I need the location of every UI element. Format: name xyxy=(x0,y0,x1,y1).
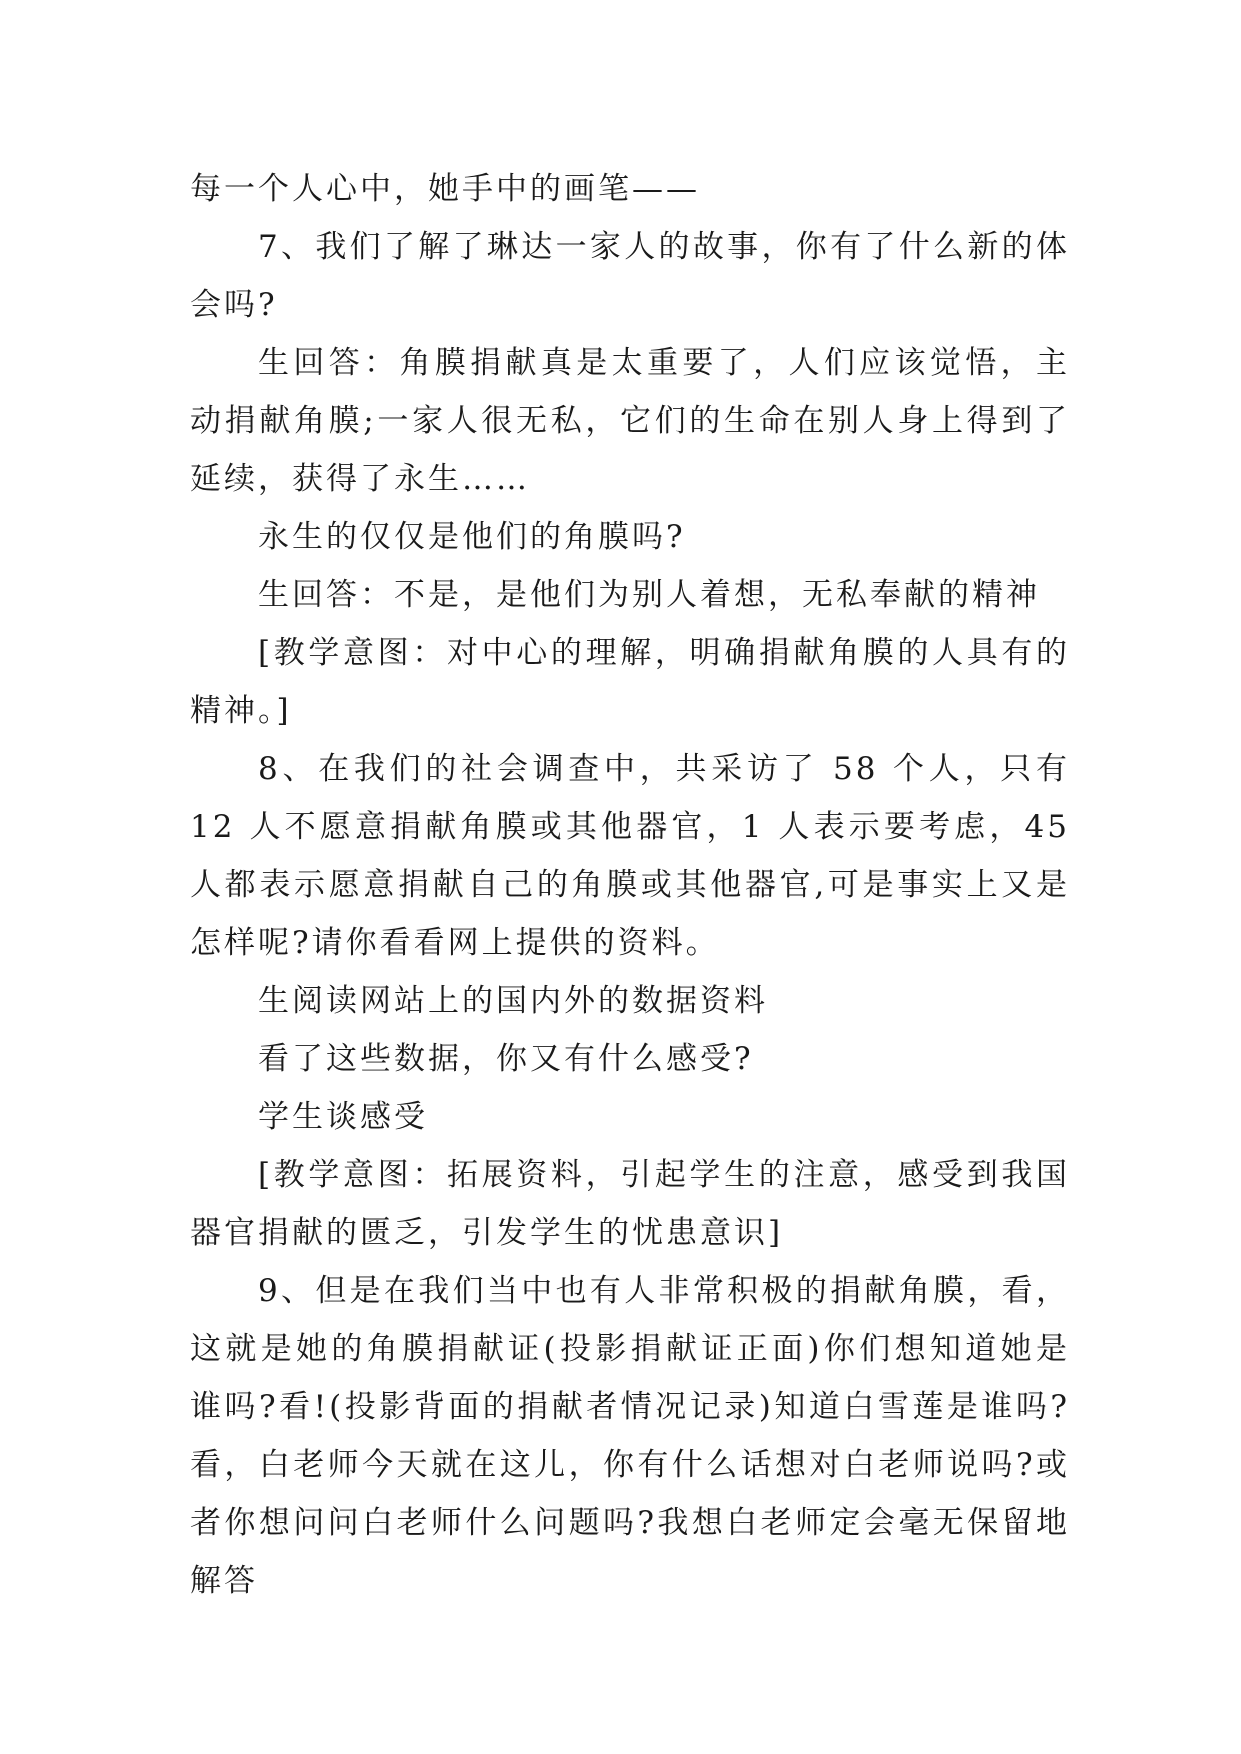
paragraph-student-answer-1: 生回答：角膜捐献真是太重要了，人们应该觉悟，主动捐献角膜;一家人很无私，它们的生命在别人身上得到了延续，获得了永生…… xyxy=(190,345,1070,497)
paragraph-student-reading: 生阅读网站上的国内外的数据资料 xyxy=(258,983,768,1019)
paragraph-question-9: 9、但是在我们当中也有人非常积极的捐献角膜，看，这就是她的角膜捐献证(投影捐献证正面)你们想知道她是谁吗?看!(投影背面的捐献者情况记录)知道白雪莲是谁吗?看，白老师今天就在这儿，你有什么话想对白老师说吗?或者你想问问白老师什么问题吗?我想白老师定会毫无保留地解答 xyxy=(190,1273,1070,1599)
paragraph-question-8: 8、在我们的社会调查中，共采访了 58 个人，只有 12 人不愿意捐献角膜或其他器官，1 人表示要考虑，45 人都表示愿意捐献自己的角膜或其他器官,可是事实上又是怎样呢?请你看看网上提供的资料。 xyxy=(190,751,1070,961)
paragraph-question-7: 7、我们了解了琳达一家人的故事，你有了什么新的体会吗? xyxy=(190,229,1070,323)
paragraph-teaching-intent-2: [教学意图：拓展资料，引起学生的注意，感受到我国器官捐献的匮乏，引发学生的忧患意识] xyxy=(190,1157,1070,1251)
paragraph-student-discussion: 学生谈感受 xyxy=(258,1099,428,1135)
paragraph-continuation: 每一个人心中，她手中的画笔—— xyxy=(190,171,700,207)
paragraph-student-answer-2: 生回答：不是，是他们为别人着想，无私奉献的精神 xyxy=(258,577,1040,613)
paragraph-followup-question: 永生的仅仅是他们的角膜吗? xyxy=(258,519,686,555)
paragraph-teaching-intent-1: [教学意图：对中心的理解，明确捐献角膜的人具有的精神。] xyxy=(190,635,1070,729)
document-body xyxy=(190,160,1070,1610)
paragraph-feeling-question: 看了这些数据，你又有什么感受? xyxy=(258,1041,754,1077)
